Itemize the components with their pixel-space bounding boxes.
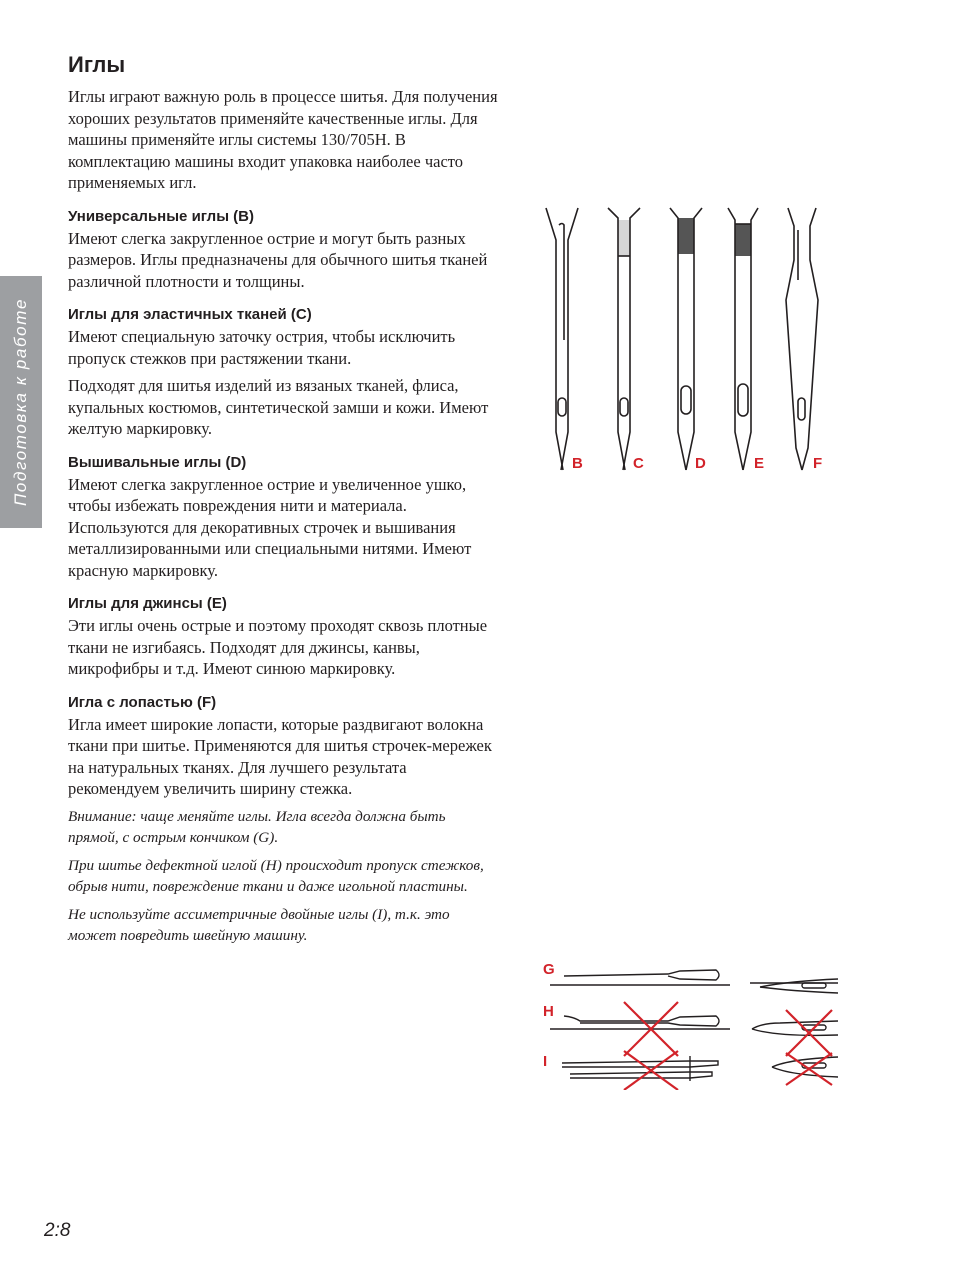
needle-b — [546, 208, 578, 470]
condition-label: I — [543, 1053, 548, 1070]
main-content — [68, 52, 498, 953]
section-heading: Игла с лопастью (F) — [68, 693, 217, 711]
needle-label: C — [633, 455, 644, 472]
section-paragraph: Игла имеет широкие лопасти, которые раздвигают волокна ткани при шитье. Применяются для шитья строчек-мережек на натуральных тканях. Для лучшего результата рекомендуем увеличить ширину стежка. — [68, 714, 492, 798]
section-paragraph: Эти иглы очень острые и поэтому проходят сквозь плотные ткани не изгибаясь. Подходят для джинсы, канвы, микрофибры и т.д. Имеют синюю маркировку. — [68, 616, 488, 678]
needle-condition-illustration — [540, 955, 840, 1090]
section-paragraph: Подходят для шитья изделий из вязаных тканей, флиса, купальных костюмов, синтетической замши и кожи. Имеют желтую маркировку. — [68, 376, 489, 438]
side-tab-label: Подготовка к работе — [11, 297, 30, 507]
condition-label: G — [543, 961, 555, 978]
needle-label: E — [754, 455, 765, 472]
section-heading: Вышивальные иглы (D) — [68, 453, 247, 471]
section-paragraph: Имеют специальную заточку острия, чтобы исключить пропуск стежков при растяжении ткани. — [68, 327, 456, 368]
note-paragraph: Внимание: чаще меняйте иглы. Игла всегда должна быть прямой, с острым кончиком (G). — [68, 807, 446, 846]
cross-mark-icon — [624, 1002, 832, 1090]
section-heading: Иглы для джинсы (E) — [68, 595, 227, 612]
section-heading: Универсальные иглы (B) — [68, 207, 254, 225]
section-paragraph: Имеют слегка закругленное острие и увеличенное ушко, чтобы избежать повреждения нити и материала. Используются для декоративных строчек и вышивания металлизированными или специальными нитями. Имеют красную маркировку. — [68, 474, 472, 580]
needle-e — [728, 208, 758, 470]
page-number: 2:8 — [44, 1220, 71, 1241]
note-paragraph: При шитье дефектной иглой (H) происходит пропуск стежков, обрыв нити, повреждение ткани и даже игольной пластины. — [68, 856, 484, 895]
needle-c — [608, 208, 640, 470]
section-paragraph: Имеют слегка закругленное острие и могут быть разных размеров. Иглы предназначены для обычного шитья тканей различной плотности и толщины. — [68, 228, 488, 291]
needle-label: B — [572, 455, 583, 472]
needle-types-illustration — [530, 200, 840, 490]
needle-label: F — [813, 455, 823, 472]
needle-f — [786, 208, 818, 470]
section-heading: Иглы для эластичных тканей (C) — [68, 306, 312, 323]
side-tab — [0, 276, 42, 528]
needle-g — [550, 970, 838, 993]
intro-paragraph: Иглы играют важную роль в процессе шитья. Для получения хороших результатов применяйте качественные иглы. Для машины применяйте иглы системы 130/705H. В комплектацию машины входит упаковка наиболее часто применяемых игл. — [68, 87, 498, 192]
condition-label: H — [543, 1003, 554, 1020]
page-title: Иглы — [68, 52, 126, 77]
needle-label: D — [695, 455, 706, 472]
note-paragraph: Не используйте ассиметричные двойные иглы (I), т.к. это может повредить швейную машину. — [68, 905, 450, 944]
needle-d — [670, 208, 702, 470]
